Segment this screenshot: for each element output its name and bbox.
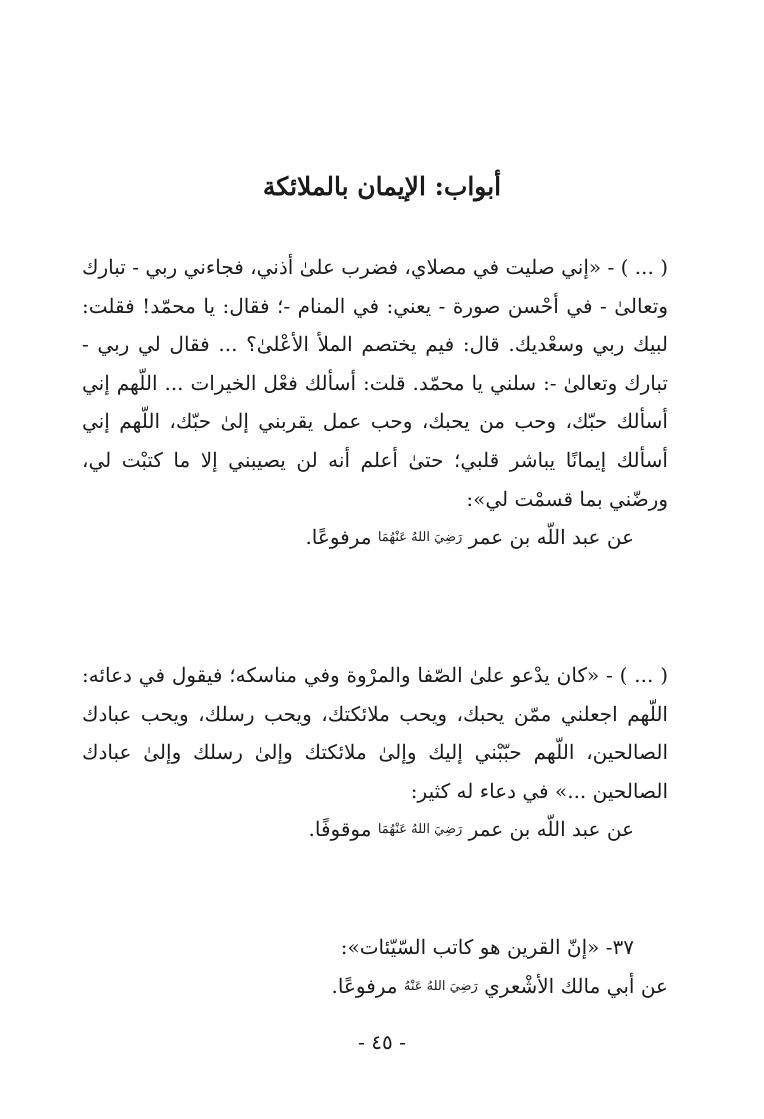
hadith-source: [82, 518, 668, 558]
hadith-block-2: [82, 656, 668, 850]
honorific-glyph: رَضِيَ اللهُ عَنْهُ: [403, 978, 478, 994]
narrator: عن أبي مالك الأشْعري: [484, 973, 668, 998]
narrator: عن عبد اللّه بن عمر: [468, 817, 634, 842]
page-number: - ٤٥ -: [358, 1030, 406, 1054]
hadith-status: مرفوعًا.: [305, 525, 372, 550]
honorific-glyph: رَضِيَ اللهُ عَنْهُمَا: [377, 822, 463, 838]
hadith-source: [82, 967, 668, 1007]
hadith-text: ( ... ) - «إني صليت في مصلاي، فضرب علىٰ أذني، فجاءني ربي - تبارك وتعالىٰ - في أحْسن صورة - يعني: في المنام -؛ فقال: يا محمّد! فقلت: لبيك ربي وسعْديك. قال: فيم يختصم الملأ الأعْلىٰ؟ ... فقال لي ربي - تبارك وتعالىٰ -: سلني يا محمّد. قلت: أسألك فعْل الخيرات ... اللّهم إني أسألك حبّك، وحب من يحبك، وحب عمل يقربني إلىٰ حبّك، اللّهم إني أسألك إيمانًا يباشر قلبي؛ حتىٰ أعلم أنه لن يصيبني إلا ما كتبْت لي، ورضّني بما قسمْت لي»:: [82, 255, 668, 511]
chapter-title: أبواب: الإيمان بالملائكة: [262, 172, 502, 201]
hadith-text: ٣٧- «إنّ القرين هو كاتب السّيّئات»:: [340, 935, 634, 959]
hadith-source: [82, 810, 668, 850]
hadith-status: موقوفًا.: [308, 817, 372, 842]
hadith-block-3: [82, 928, 668, 1006]
honorific-glyph: رَضِيَ اللهُ عَنْهُمَا: [377, 530, 463, 546]
hadith-text: ( ... ) - «كان يدْعو علىٰ الصّفا والمرْوة وفي مناسكه؛ فيقول في دعائه: اللّهم اجعلني ممّن يحبك، ويحب ملائكتك، ويحب رسلك، ويحب عبادك الصالحين، اللّهم حبّبْني إليك وإلىٰ ملائكتك وإلىٰ رسلك وإلىٰ عبادك الصالحين ...» في دعاء له كثير:: [82, 663, 668, 803]
hadith-block-1: [82, 248, 668, 558]
hadith-status: مرفوعًا.: [331, 973, 398, 998]
narrator: عن عبد اللّه بن عمر: [468, 525, 634, 550]
